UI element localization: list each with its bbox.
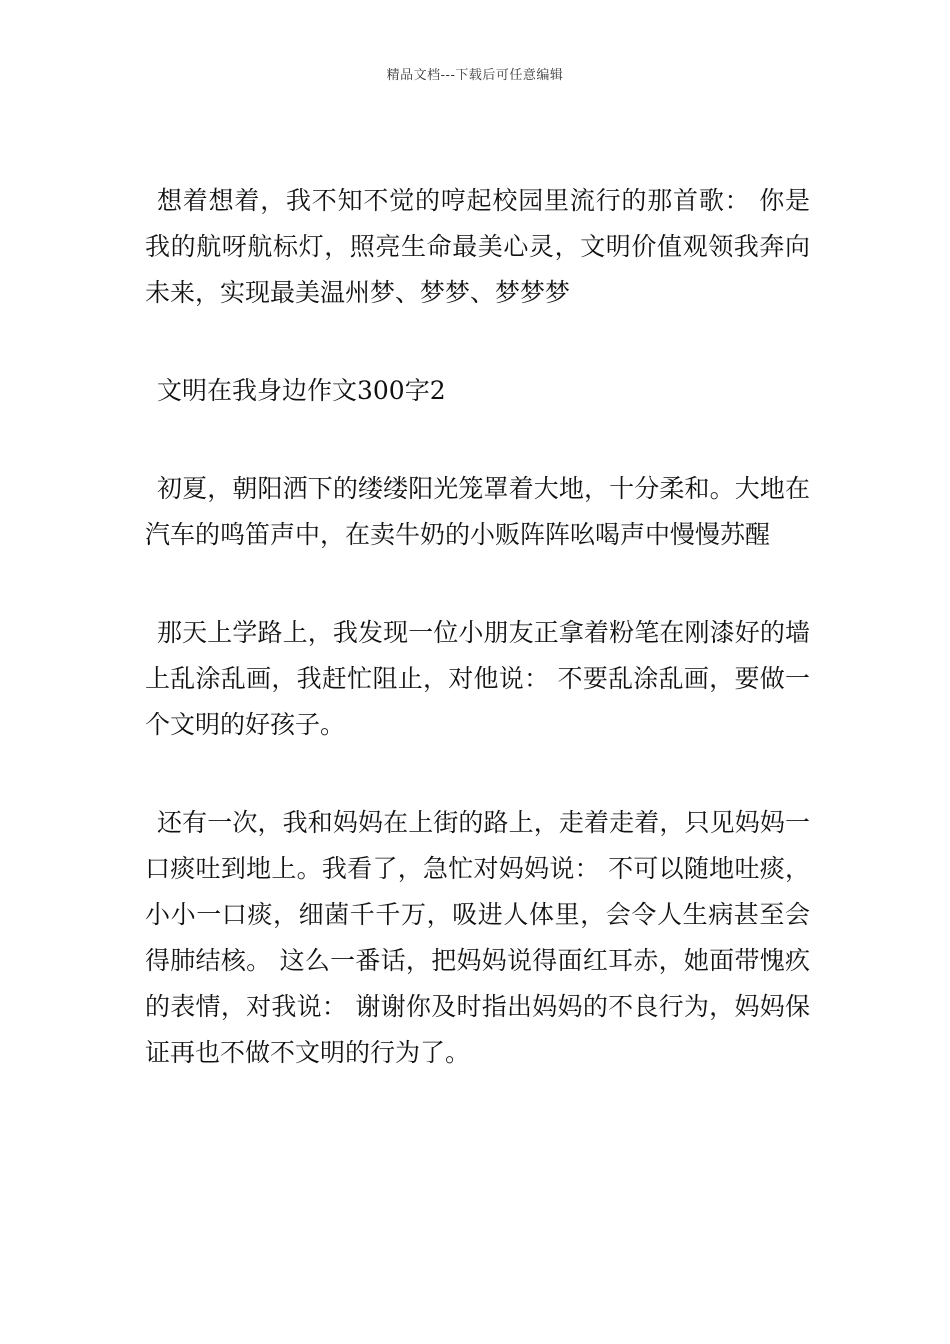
paragraph-early-summer: 初夏，朝阳洒下的缕缕阳光笼罩着大地，十分柔和。大地在汽车的鸣笛声中，在卖牛奶的小贩阵阵吆喝声中慢慢苏醒 xyxy=(145,474,810,549)
paragraph-street-incident: 还有一次，我和妈妈在上街的路上，走着走着，只见妈妈一口痰吐到地上。我看了，急忙对妈妈说： 不可以随地吐痰，小小一口痰，细菌千千万，吸进人体里，会令人生病甚至会得肺结核。 这么一番话，把妈妈说得面红耳赤，她面带愧疚的表情，对我说： 谢谢你及时指出妈妈的不良行为，妈妈保证再也不做不文明的行为了。 xyxy=(145,808,810,1067)
paragraph-school-road: 那天上学路上，我发现一位小朋友正拿着粉笔在刚漆好的墙上乱涂乱画，我赶忙阻止，对他说： 不要乱涂乱画，要做一个文明的好孩子。 xyxy=(145,618,810,739)
document-body xyxy=(145,178,810,1076)
paragraph-song-lyrics: 想着想着，我不知不觉的哼起校园里流行的那首歌： 你是我的航呀航标灯，照亮生命最美心灵，文明价值观领我奔向未来，实现最美温州梦、梦梦、梦梦梦 xyxy=(145,186,810,307)
section-title: 文明在我身边作文300字2 xyxy=(157,376,446,405)
page-header: 精品文档---下载后可任意编辑 xyxy=(386,68,564,83)
